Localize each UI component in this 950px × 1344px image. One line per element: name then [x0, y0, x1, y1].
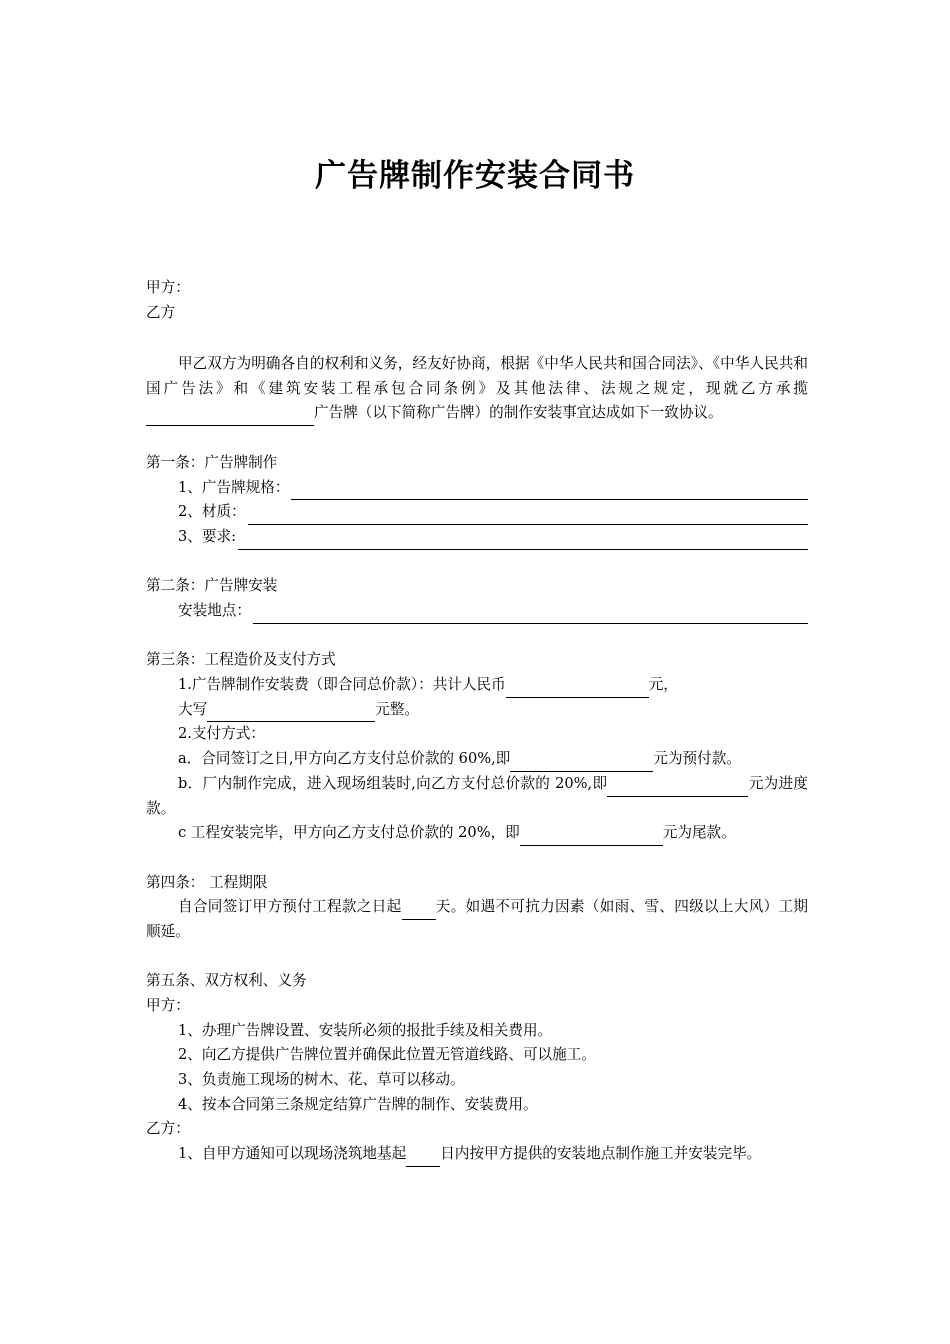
- party-a-label: 甲方：: [146, 279, 190, 296]
- article3-payment-heading: 2.支付方式：: [178, 725, 265, 743]
- project-name-blank: [146, 408, 314, 426]
- article3-payment-a: [146, 747, 808, 772]
- intro-text-1: 甲乙双方为明确各自的权利和义务，经友好协商，根据《中华人民共和国合同法》、《中华人民共和国广告法》和《建筑安装工程承包合同条例》及其他法律、法规之规定，现就乙方承揽: [146, 355, 808, 397]
- payment-b-blank: [607, 779, 748, 797]
- payment-a-blank: [510, 754, 653, 772]
- fee-amount-blank: [506, 680, 649, 698]
- article3-heading: 第三条：工程造价及支付方式: [146, 651, 336, 669]
- party-a-item: 3、负责施工现场的树木、花、草可以移动。: [178, 1071, 465, 1089]
- document-title: 广告牌制作安装合同书: [315, 158, 635, 194]
- article1-requirement-row: [146, 525, 808, 550]
- article1-spec-row: [146, 476, 808, 501]
- intro-text-2: 广告牌（以下简称广告牌）的制作安装事宜达成如下一致协议。: [314, 404, 723, 422]
- document-body: [146, 276, 808, 1167]
- article3-payment-b: [146, 772, 808, 821]
- payment-c-blank: [520, 828, 663, 846]
- article5-party-b-label: 乙方：: [146, 1120, 190, 1138]
- days-blank: [402, 902, 436, 920]
- party-b-item1-text-2: 日内按甲方提供的安装地点制作施工并安装完毕。: [440, 1145, 762, 1163]
- payment-c-text-2: 元为尾款。: [662, 824, 736, 842]
- article3-fee-text-2: 元，: [648, 676, 678, 694]
- construction-days-blank: [406, 1149, 440, 1167]
- article5-heading: 第五条、双方权利、义务: [146, 972, 307, 990]
- payment-a-text-2: 元为预付款。: [653, 750, 741, 768]
- payment-b-text-2: 元为进度款。: [146, 774, 808, 817]
- party-a-item: 4、按本合同第三条规定结算广告牌的制作、安装费用。: [178, 1095, 538, 1113]
- article1-material-row: [146, 500, 808, 525]
- article4-text-1: 自合同签订甲方预付工程款之日起: [178, 898, 402, 916]
- spec-blank: [291, 482, 808, 500]
- article1-spec-label: 1、广告牌规格：: [178, 478, 290, 496]
- article2-location-label: 安装地点：: [178, 601, 251, 619]
- party-a-item: 1、办理广告牌设置、安装所必须的报批手续及相关费用。: [178, 1021, 553, 1039]
- location-blank: [253, 606, 808, 624]
- article1-heading: 第一条：广告牌制作: [146, 453, 278, 471]
- article5-party-a-label: 甲方：: [146, 997, 190, 1015]
- article3-fee-row: [146, 673, 808, 698]
- article2-heading: 第二条：广告牌安装: [146, 577, 278, 595]
- party-a-item: 2、向乙方提供广告牌位置并确保此位置无管道线路、可以施工。: [178, 1046, 596, 1064]
- party-b-label: 乙方: [146, 303, 176, 321]
- article3-fee-text-1: 1.广告牌制作安装费（即合同总价款）：共计人民币: [178, 676, 506, 694]
- capital-amount-blank: [207, 704, 375, 722]
- payment-a-text-1: a．合同签订之日,甲方向乙方支付总价款的 60%,即: [178, 750, 511, 768]
- material-blank: [248, 507, 808, 525]
- article3-payment-c: [146, 821, 808, 846]
- party-b-item: [146, 1142, 808, 1167]
- article3-capital-row: [146, 698, 808, 723]
- intro-paragraph: [146, 352, 808, 426]
- article1-material-label: 2、材质：: [178, 503, 246, 521]
- requirement-blank: [238, 532, 808, 550]
- party-b-item1-text-1: 1、自甲方通知可以现场浇筑地基起: [178, 1145, 407, 1163]
- payment-b-text-1: b．厂内制作完成，进入现场组装时,向乙方支付总价款的 20%,即: [178, 774, 608, 792]
- article1-requirement-label: 3、要求:: [178, 527, 236, 545]
- payment-c-text-1: c 工程安装完毕，甲方向乙方支付总价款的 20%，即: [178, 824, 520, 842]
- article4-heading: 第四条： 工程期限: [146, 873, 268, 891]
- article2-location-row: [146, 599, 808, 624]
- article3-capital-text-1: 大写: [178, 700, 208, 718]
- article4-text-2: 天。如遇不可抗力因素（如雨、雪、四级以上大风）工期顺延。: [146, 898, 808, 940]
- article3-capital-text-2: 元整。: [375, 700, 419, 718]
- article4-paragraph: [146, 895, 808, 944]
